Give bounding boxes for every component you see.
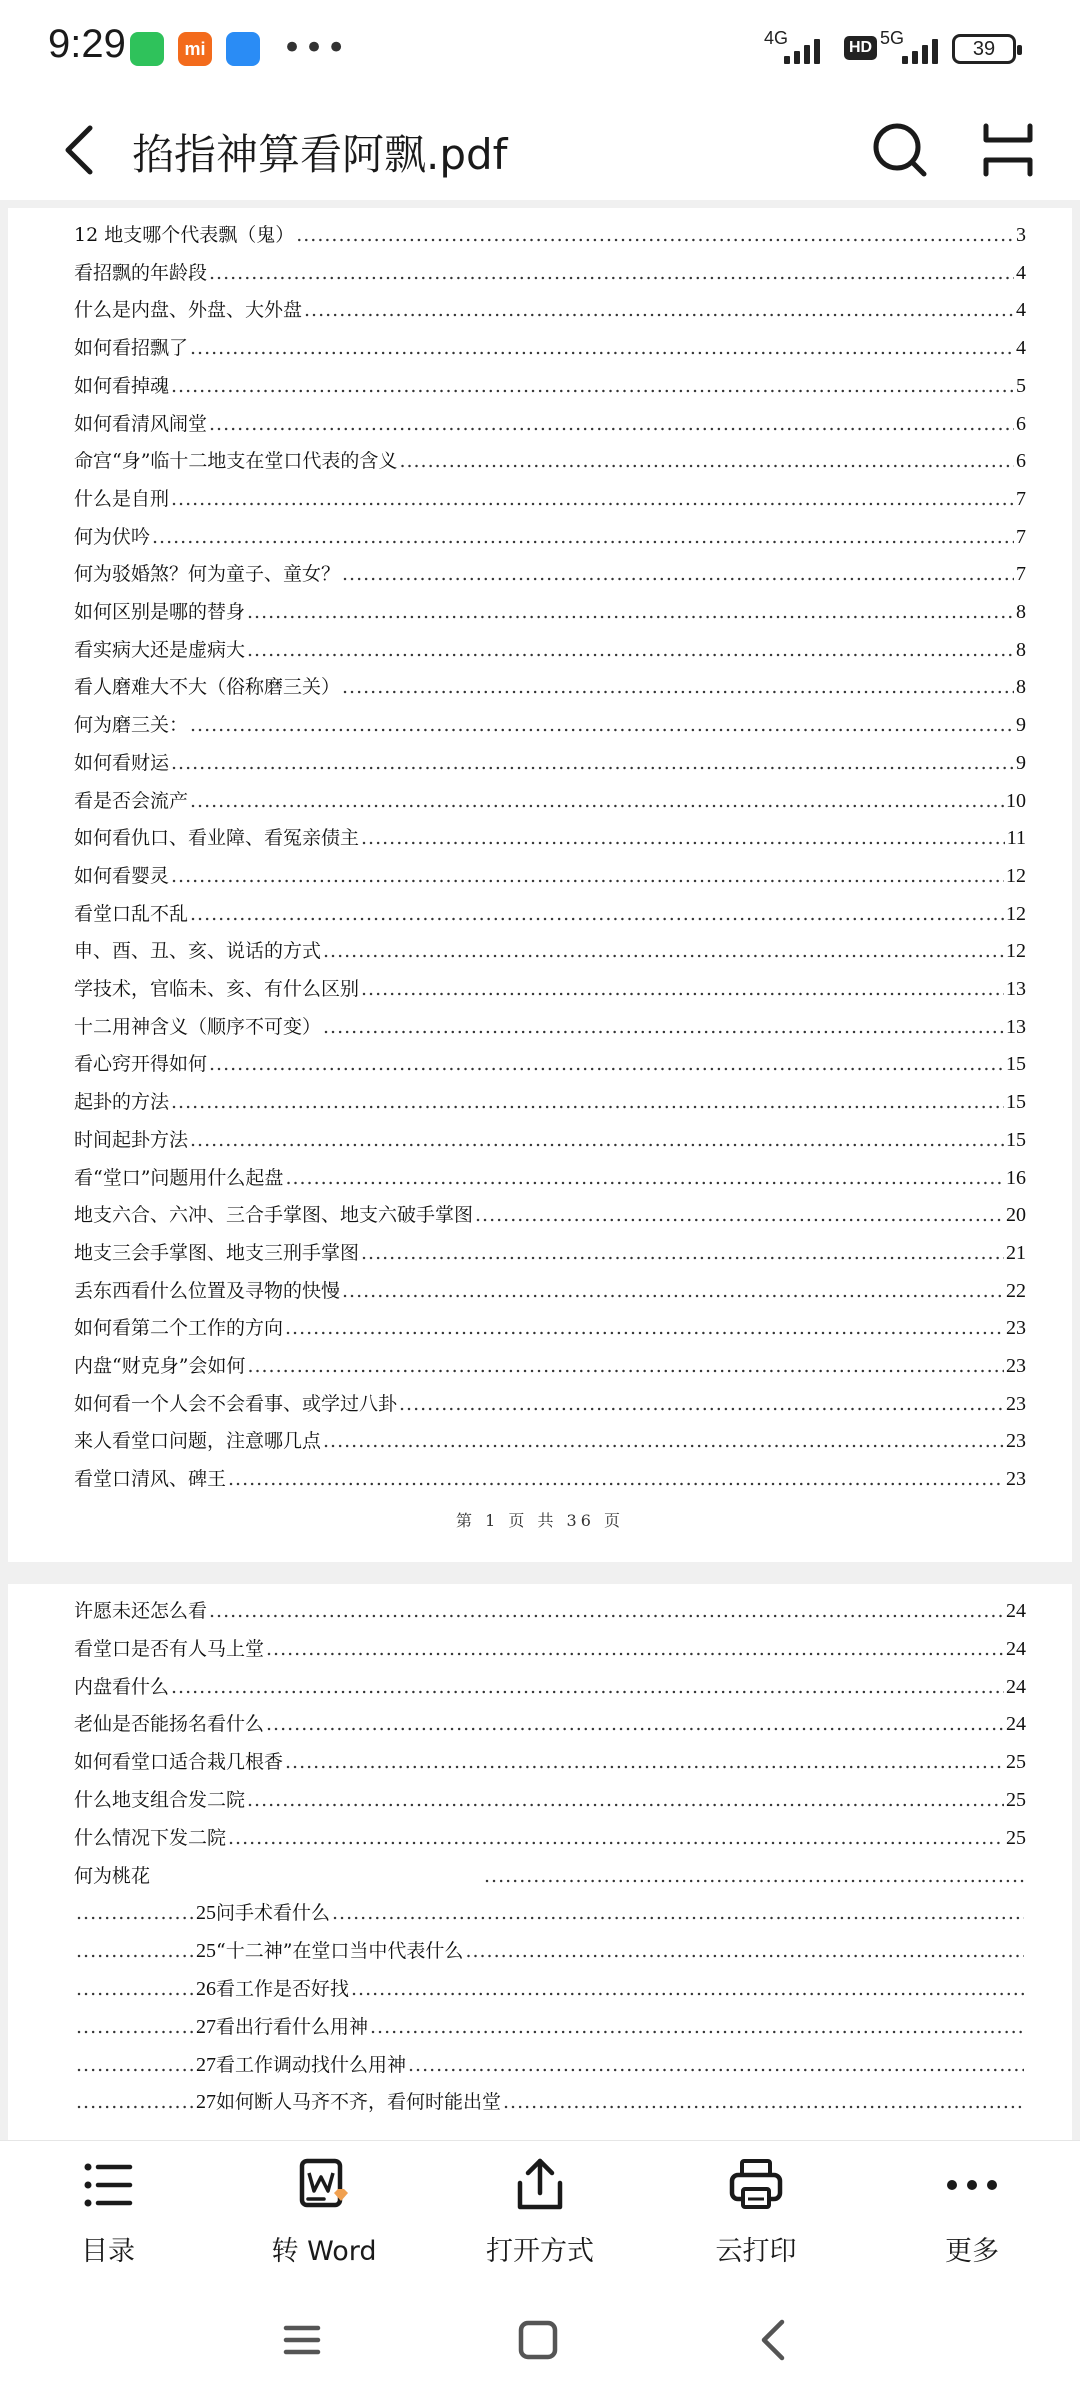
toc-entry-title: 命宫“身”临十二地支在堂口代表的含义 xyxy=(74,450,398,473)
toc-entry-title: 如何看堂口适合栽几根香 xyxy=(74,1751,284,1774)
toc-leader-dots xyxy=(76,2091,194,2113)
toc-entry-title: 何为驳婚煞？何为童子、童女？ xyxy=(74,563,341,586)
toc-entry-page: 8 xyxy=(1016,638,1026,661)
toc-entry-page: 25 xyxy=(1006,1826,1026,1849)
toc-leader-dots xyxy=(247,1789,1004,1811)
toc-leader-dots xyxy=(285,1751,1004,1773)
toc-entry-page: 24 xyxy=(1006,1637,1026,1660)
toc-leader-dots xyxy=(323,1016,1004,1038)
reading-mode-icon xyxy=(976,118,1040,182)
toc-entry[interactable] xyxy=(74,1276,1026,1314)
toc-entry-page: 27 xyxy=(196,2091,216,2114)
toc-button[interactable] xyxy=(18,2141,198,2281)
toc-entry[interactable] xyxy=(74,1087,1026,1125)
toc-entry-broken[interactable] xyxy=(74,2050,1026,2088)
toc-entry-page: 27 xyxy=(196,2053,216,2076)
toc-entry-page: 25 xyxy=(196,1902,216,1925)
cloud-print-label: 云打印 xyxy=(715,2236,797,2267)
toc-entry[interactable] xyxy=(74,559,1026,597)
pdf-page-2 xyxy=(8,1584,1072,2140)
toc-entry[interactable] xyxy=(74,672,1026,710)
signal-1-icon xyxy=(770,36,820,64)
toc-entry[interactable] xyxy=(74,635,1026,673)
toc-entry-page: 12 xyxy=(1006,864,1026,887)
toc-entry-page: 5 xyxy=(1016,374,1026,397)
toc-entry-title: 内盘看什么 xyxy=(74,1675,170,1698)
toc-leader-dots xyxy=(76,2054,194,2076)
toc-leader-dots xyxy=(465,1940,1024,1962)
toc-entry[interactable] xyxy=(74,597,1026,635)
back-button[interactable] xyxy=(52,120,112,180)
toc-entry[interactable] xyxy=(74,1163,1026,1201)
nav-back-button[interactable] xyxy=(744,2310,804,2370)
reading-mode-button[interactable] xyxy=(976,118,1040,182)
toc-label: 目录 xyxy=(81,2236,135,2267)
toc-leader-dots xyxy=(247,639,1014,661)
toc-leader-dots xyxy=(484,1865,1024,1887)
toc-entry-title: 什么情况下发二院 xyxy=(74,1826,227,1849)
toc-leader-dots xyxy=(361,978,1004,1000)
convert-to-word-button[interactable] xyxy=(234,2141,414,2281)
battery-icon: 39 xyxy=(952,34,1016,64)
system-nav-bar xyxy=(0,2280,1080,2400)
chevron-left-icon xyxy=(52,120,112,180)
toc-leader-dots xyxy=(399,450,1014,472)
toc-entry-title: 起卦的方法 xyxy=(74,1091,170,1114)
toc-entry-page: 25 xyxy=(196,1940,216,1963)
toc-entry[interactable] xyxy=(74,1747,1026,1785)
toc-entry-page: 15 xyxy=(1006,1128,1026,1151)
cloud-print-button[interactable] xyxy=(666,2141,846,2281)
toc-entry-page: 16 xyxy=(1006,1166,1026,1189)
toc-entry-title: 如何看一个人会不会看事、或学过八卦 xyxy=(74,1392,398,1415)
nav-menu-button[interactable] xyxy=(272,2310,332,2370)
toc-leader-dots xyxy=(342,563,1014,585)
toc-entry-title: 学技术，官临未、亥、有什么区别 xyxy=(74,978,360,1000)
toc-entry-title: 看堂口是否有人马上堂 xyxy=(74,1637,265,1660)
toc-entry[interactable] xyxy=(74,1823,1026,1861)
toc-leader-dots xyxy=(171,375,1014,397)
toc-entry-title: 看堂口乱不乱 xyxy=(74,902,189,925)
toc-entry-page: 13 xyxy=(1006,978,1026,1000)
toc-entry[interactable] xyxy=(74,1464,1026,1502)
toc-leader-dots xyxy=(361,1242,1004,1264)
toc-entry-page: 22 xyxy=(1006,1279,1026,1302)
toc-entry-page: 11 xyxy=(1006,827,1026,850)
toc-entry[interactable] xyxy=(74,1125,1026,1163)
toc-entry-page: 26 xyxy=(196,1978,216,2000)
toc-leader-dots xyxy=(209,262,1014,284)
toc-entry-page: 25 xyxy=(1006,1751,1026,1774)
toc-leader-dots xyxy=(190,1129,1004,1151)
toc-entry-page: 8 xyxy=(1016,676,1026,699)
toc-entry-peach[interactable] xyxy=(74,1861,1026,1899)
toc-entry[interactable] xyxy=(74,823,1026,861)
toc-entry[interactable] xyxy=(74,1012,1026,1050)
list-icon xyxy=(78,2155,138,2215)
status-bar xyxy=(0,0,1080,100)
toc-entry-page: 25 xyxy=(1006,1789,1026,1811)
toc-entry-title: 看实病大还是虚病大 xyxy=(74,638,246,661)
toc-entry-title: 看招飘的年龄段 xyxy=(74,261,208,284)
toc-entry-page: 4 xyxy=(1016,261,1026,284)
toc-entry-title: 如何看婴灵 xyxy=(74,864,170,887)
toc-entry-page: 23 xyxy=(1006,1392,1026,1415)
toc-entry-page: 12 xyxy=(1006,902,1026,925)
toc-entry-broken[interactable] xyxy=(74,2087,1026,2125)
more-dots-icon xyxy=(942,2155,1002,2215)
toc-entry[interactable] xyxy=(74,1672,1026,1710)
toc-leader-dots xyxy=(266,1713,1004,1735)
toc-entry-page: 23 xyxy=(1006,1355,1026,1377)
toc-entry[interactable] xyxy=(74,1426,1026,1464)
toc-leader-dots xyxy=(408,2054,1024,2076)
toc-leader-dots xyxy=(475,1204,1004,1226)
toc-entry-page: 21 xyxy=(1006,1241,1026,1264)
toc-leader-dots xyxy=(285,1167,1004,1189)
toc-leader-dots xyxy=(361,827,1005,849)
toc-entry-title: 申、酉、丑、亥、说话的方式 xyxy=(74,940,322,963)
toc-leader-dots xyxy=(323,940,1004,962)
more-label: 更多 xyxy=(945,2236,999,2267)
toc-entry-title: 内盘“财克身”会如何 xyxy=(74,1355,246,1377)
toc-entry-title: 看工作调动找什么用神 xyxy=(216,2053,407,2076)
toc-leader-dots xyxy=(228,1827,1004,1849)
toc-entry-title: 什么是内盘、外盘、大外盘 xyxy=(74,299,303,322)
toc-entry-page: 24 xyxy=(1006,1675,1026,1698)
toc-entry-title: 如何区别是哪的替身 xyxy=(74,601,246,623)
toc-entry-title: 何为桃花 xyxy=(74,1864,151,1887)
open-with-button[interactable] xyxy=(450,2141,630,2281)
toc-entry-page: 27 xyxy=(196,2015,216,2038)
nav-home-button[interactable] xyxy=(508,2310,568,2370)
toc-entry-title: 如何断人马齐不齐，看何时能出堂 xyxy=(216,2091,502,2114)
toc-entry-title: 看心窍开得如何 xyxy=(74,1053,208,1076)
toc-entry[interactable] xyxy=(74,1709,1026,1747)
toc-leader-dots xyxy=(171,752,1014,774)
clock: 9:29 xyxy=(48,22,126,66)
toc-leader-dots xyxy=(351,1978,1024,2000)
toc-entry[interactable] xyxy=(74,710,1026,748)
toc-entry-broken[interactable] xyxy=(74,2012,1026,2050)
page-number-footer: 第 1 页 共 36 页 xyxy=(456,1511,624,1530)
toc-entry[interactable] xyxy=(74,1351,1026,1389)
network-type-5g: 5G xyxy=(880,28,905,48)
toc-entry-page: 9 xyxy=(1016,751,1026,774)
toc-entry[interactable] xyxy=(74,1785,1026,1823)
toc-entry[interactable] xyxy=(74,936,1026,974)
pdf-page-1 xyxy=(8,208,1072,1562)
toc-entry-title: 看工作是否好找 xyxy=(216,1978,350,2000)
toc-entry-title: 如何看第二个工作的方向 xyxy=(74,1317,284,1340)
toc-entry-page: 7 xyxy=(1016,563,1026,586)
toc-leader-dots xyxy=(247,601,1014,623)
toc-entry-title: 如何看招飘了 xyxy=(74,337,189,360)
toc-leader-dots xyxy=(323,1430,1004,1452)
toc-leader-dots xyxy=(209,1600,1004,1622)
toc-entry-page: 10 xyxy=(1006,789,1026,812)
toc-entry[interactable] xyxy=(74,446,1026,484)
toc-entry-page: 3 xyxy=(1016,224,1026,246)
toc-leader-dots xyxy=(296,224,1014,246)
share-icon xyxy=(510,2155,570,2215)
toc-entry[interactable] xyxy=(74,333,1026,371)
toc-leader-dots xyxy=(152,526,1014,548)
toc-entry-title: 如何看清风闹堂 xyxy=(74,412,208,435)
toc-entry-title: 许愿未还怎么看 xyxy=(74,1600,208,1622)
toc-leader-dots xyxy=(171,488,1014,510)
toc-entry-page: 15 xyxy=(1006,1091,1026,1114)
wechat-notification-icon xyxy=(130,32,164,66)
toc-entry-page: 20 xyxy=(1006,1204,1026,1227)
toc-leader-dots xyxy=(266,1638,1004,1660)
toc-entry[interactable] xyxy=(74,1634,1026,1672)
toc-entry-page: 7 xyxy=(1016,487,1026,510)
toc-entry[interactable] xyxy=(74,1049,1026,1087)
toc-entry-title: 十二用神含义（顺序不可变） xyxy=(74,1015,322,1038)
toc-entry-title: 丢东西看什么位置及寻物的快慢 xyxy=(74,1279,341,1302)
toc-entry-page: 4 xyxy=(1016,299,1026,322)
toc-entry-title: 如何看掉魂 xyxy=(74,374,170,397)
search-icon xyxy=(868,118,932,182)
toc-leader-dots xyxy=(171,1676,1004,1698)
printer-icon xyxy=(726,2155,786,2215)
toc-entry-broken[interactable] xyxy=(74,1898,1026,1936)
toc-leader-dots xyxy=(247,1355,1004,1377)
toc-entry-title: 地支六合、六冲、三合手掌图、地支六破手掌图 xyxy=(74,1204,474,1227)
toc-entry-page: 4 xyxy=(1016,337,1026,360)
network-type-4g: 4G xyxy=(764,28,789,48)
toc-entry-page: 8 xyxy=(1016,601,1026,623)
toc-entry-title: 12 地支哪个代表飘（鬼） xyxy=(74,224,295,246)
toc-entry-page: 23 xyxy=(1006,1468,1026,1491)
toc-leader-dots xyxy=(332,1902,1024,1924)
toc-leader-dots xyxy=(171,865,1004,887)
toc-entry[interactable] xyxy=(74,1238,1026,1276)
toc-leader-dots xyxy=(76,1978,194,2000)
toc-leader-dots xyxy=(209,1053,1004,1075)
toc-leader-dots xyxy=(342,676,1014,698)
mi-notification-icon: mi xyxy=(178,32,212,66)
toc-entry-title: 地支三会手掌图、地支三刑手掌图 xyxy=(74,1241,360,1264)
toc-entry[interactable] xyxy=(74,1596,1026,1634)
open-with-label: 打开方式 xyxy=(486,2236,594,2267)
toc-entry-page: 9 xyxy=(1016,714,1026,737)
toc-entry-title: 看出行看什么用神 xyxy=(216,2015,369,2038)
toc-entry[interactable] xyxy=(74,295,1026,333)
toc-entry[interactable] xyxy=(74,861,1026,899)
toc-entry-title: 问手术看什么 xyxy=(216,1902,331,1925)
pdf-viewer[interactable] xyxy=(0,200,1080,2140)
toc-entry-page: 6 xyxy=(1016,450,1026,473)
bottom-toolbar xyxy=(0,2140,1080,2280)
toc-entry[interactable] xyxy=(74,371,1026,409)
word-convert-icon xyxy=(294,2155,354,2215)
toc-entry-page: 23 xyxy=(1006,1317,1026,1340)
toc-entry-page: 6 xyxy=(1016,412,1026,435)
toc-entry-title: 如何看财运 xyxy=(74,751,170,774)
toc-entry[interactable] xyxy=(74,1200,1026,1238)
toc-entry-title: 看人磨难大不大（俗称磨三关） xyxy=(74,676,341,699)
back-triangle-icon xyxy=(744,2310,804,2370)
toc-entry[interactable] xyxy=(74,522,1026,560)
toc-leader-dots xyxy=(503,2091,1024,2113)
menu-icon xyxy=(272,2310,332,2370)
toc-entry-title: 何为伏吟 xyxy=(74,525,151,548)
toc-entry-title: “十二神”在堂口当中代表什么 xyxy=(216,1940,464,1963)
toc-leader-dots xyxy=(76,1940,194,1962)
app-header xyxy=(0,100,1080,200)
toc-entry[interactable] xyxy=(74,1313,1026,1351)
toc-entry[interactable] xyxy=(74,220,1026,258)
toc-entry-title: 看堂口清风、碑王 xyxy=(74,1468,227,1491)
toc-entry-page: 12 xyxy=(1006,940,1026,963)
signal-2-icon xyxy=(884,36,938,64)
document-title: 掐指神算看阿飘.pdf xyxy=(132,130,508,179)
toc-leader-dots xyxy=(399,1393,1004,1415)
toc-entry-broken[interactable] xyxy=(74,1974,1026,2012)
toc-entry-broken[interactable] xyxy=(74,1936,1026,1974)
toc-entry-title: 什么是自刑 xyxy=(74,487,170,510)
more-button[interactable] xyxy=(882,2141,1062,2281)
toc-leader-dots xyxy=(209,413,1014,435)
toc-leader-dots xyxy=(190,790,1004,812)
toc-entry-page: 15 xyxy=(1006,1053,1026,1076)
toc-leader-dots xyxy=(228,1468,1004,1490)
toc-entry-title: 什么地支组合发二院 xyxy=(74,1789,246,1811)
toc-entry[interactable] xyxy=(74,974,1026,1012)
toc-entry-page: 24 xyxy=(1006,1713,1026,1736)
toc-leader-dots xyxy=(370,2016,1024,2038)
toc-entry[interactable] xyxy=(74,899,1026,937)
toc-leader-dots xyxy=(190,903,1004,925)
app-notification-icon xyxy=(226,32,260,66)
toc-leader-dots xyxy=(76,1902,194,1924)
toc-entry-title: 如何看仇口、看业障、看冤亲债主 xyxy=(74,827,360,850)
toc-entry-page: 13 xyxy=(1006,1015,1026,1038)
toc-leader-dots xyxy=(285,1317,1004,1339)
toc-entry-title: 来人看堂口问题，注意哪几点 xyxy=(74,1430,322,1453)
toc-entry-title: 看“堂口”问题用什么起盘 xyxy=(74,1166,284,1189)
toc-entry-page: 24 xyxy=(1006,1600,1026,1622)
toc-entry[interactable] xyxy=(74,748,1026,786)
toc-entry[interactable] xyxy=(74,1389,1026,1427)
toc-entry[interactable] xyxy=(74,484,1026,522)
search-button[interactable] xyxy=(868,118,932,182)
toc-leader-dots xyxy=(190,714,1014,736)
toc-leader-dots xyxy=(171,1091,1004,1113)
toc-entry[interactable] xyxy=(74,258,1026,296)
more-notifications-icon: ••• xyxy=(282,28,349,68)
toc-leader-dots xyxy=(76,2016,194,2038)
toc-leader-dots xyxy=(342,1280,1004,1302)
convert-to-word-label: 转 Word xyxy=(271,2236,377,2267)
toc-leader-dots xyxy=(304,299,1014,321)
toc-entry-title: 看是否会流产 xyxy=(74,789,189,812)
toc-entry-page: 7 xyxy=(1016,525,1026,548)
toc-entry[interactable] xyxy=(74,786,1026,824)
home-square-icon xyxy=(508,2310,568,2370)
toc-entry[interactable] xyxy=(74,409,1026,447)
toc-leader-dots xyxy=(190,337,1014,359)
toc-entry-page: 23 xyxy=(1006,1430,1026,1453)
toc-entry-title: 老仙是否能扬名看什么 xyxy=(74,1713,265,1736)
hd-voice-badge: HD xyxy=(844,36,877,60)
toc-entry-title: 时间起卦方法 xyxy=(74,1128,189,1151)
toc-entry-title: 何为磨三关： xyxy=(74,714,189,737)
